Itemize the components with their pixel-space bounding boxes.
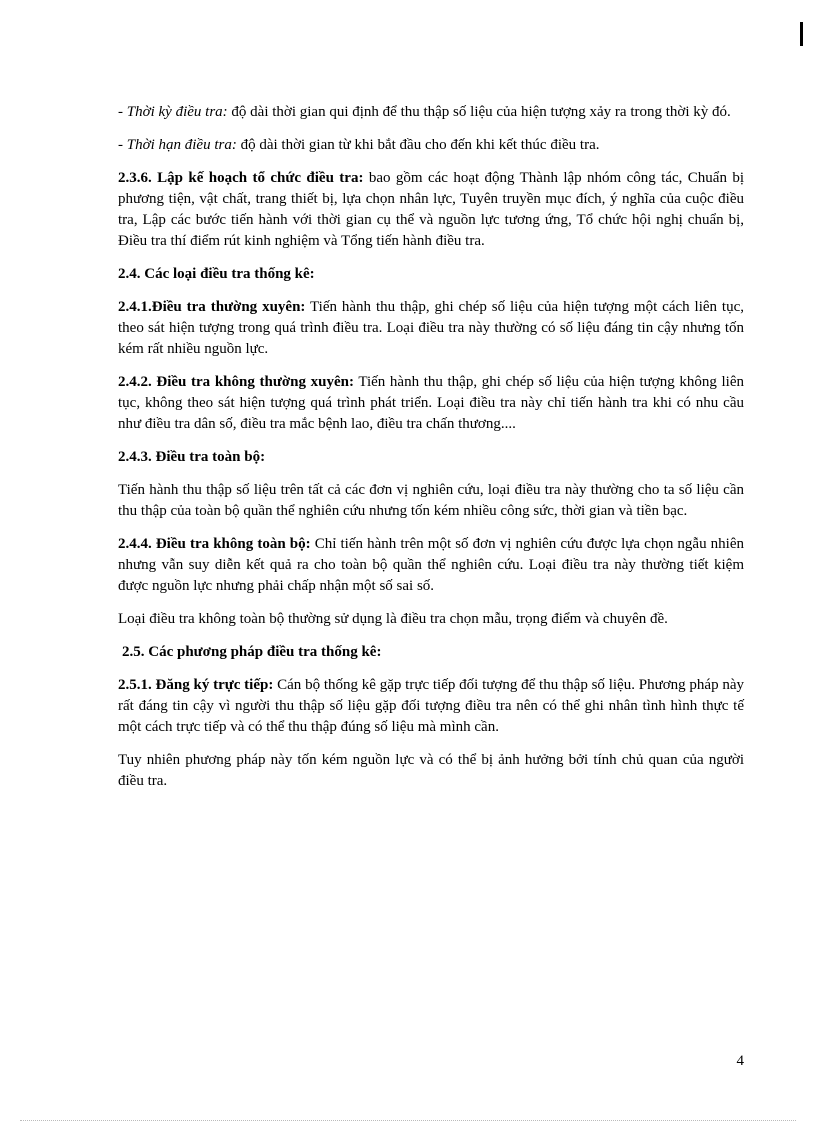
heading-2-4-4: 2.4.4. Điều tra không toàn bộ: bbox=[118, 536, 311, 552]
paragraph-2-3-6 bbox=[118, 168, 744, 252]
text-survey-deadline: độ dài thời gian từ khi bắt đầu cho đến khi kết thúc điều tra. bbox=[236, 137, 600, 153]
paragraph-2-4-2 bbox=[118, 372, 744, 435]
text-2-4-2: Tiến hành thu thập, ghi chép số liệu của hiện tượng không liên tục, không theo sát hiện tượng quá trình phát triển. Loại điều tra này chỉ tiến hành tra khi có nhu cầu như điều tra dân số, điều tra mắc bệnh lao, điều tra chấn thương.... bbox=[118, 374, 745, 432]
paragraph-2-5-1-drawbacks: Tuy nhiên phương pháp này tốn kém nguồn lực và có thể bị ảnh hưởng bởi tính chủ quan của người điều tra. bbox=[118, 752, 744, 789]
text-2-5-1: Cán bộ thống kê gặp trực tiếp đối tượng để thu thập số liệu. Phương pháp này rất đáng tin cậy vì người thu thập số liệu gặp đối tượng điều tra nên có thể ghi nhân tình hình thực tế một cách trực tiếp và có thể thu thập đúng số liệu mà mình cần. bbox=[118, 677, 745, 735]
paragraph-survey-period bbox=[118, 102, 744, 123]
text-2-4-4: Chỉ tiến hành trên một số đơn vị nghiên cứu được lựa chọn ngẫu nhiên nhưng vẫn suy diễn kết quả ra cho toàn bộ quần thể nghiên cứu. Loại điều tra này thường tiết kiệm được nguồn lực nhưng phải chấp nhận một số sai số. bbox=[118, 536, 745, 594]
term-survey-period: - Thời kỳ điều tra: bbox=[118, 104, 228, 120]
heading-2-3-6: 2.3.6. Lập kế hoạch tổ chức điều tra: bbox=[118, 170, 364, 186]
paragraph-2-4-3: Tiến hành thu thập số liệu trên tất cả các đơn vị nghiên cứu, loại điều tra này thường cho ta số liệu cần thu thập của toàn bộ quần thể nghiên cứu nhưng tốn kém nhiều công sức, thời gian và tiền bạc. bbox=[118, 482, 744, 519]
document-body bbox=[118, 102, 744, 792]
page-number: 4 bbox=[736, 1053, 744, 1069]
heading-2-5: 2.5. Các phương pháp điều tra thống kê: bbox=[122, 644, 382, 660]
heading-2-4-3: 2.4.3. Điều tra toàn bộ: bbox=[118, 449, 266, 465]
heading-2-4-1: 2.4.1.Điều tra thường xuyên: bbox=[118, 299, 306, 315]
text-survey-period: độ dài thời gian qui định để thu thập số liệu của hiện tượng xảy ra trong thời kỳ đó. bbox=[227, 104, 731, 120]
term-survey-deadline: - Thời hạn điều tra: bbox=[118, 137, 237, 153]
heading-2-4-2: 2.4.2. Điều tra không thường xuyên: bbox=[118, 374, 354, 390]
heading-2-4: 2.4. Các loại điều tra thống kê: bbox=[118, 266, 315, 282]
page-corner-mark bbox=[800, 22, 803, 46]
paragraph-2-5-1 bbox=[118, 675, 744, 738]
paragraph-2-4-1 bbox=[118, 297, 744, 360]
page-bottom-divider bbox=[20, 1120, 796, 1121]
text-2-4-1: Tiến hành thu thập, ghi chép số liệu của hiện tượng một cách liên tục, theo sát hiện tượng trong quá trình điều tra. Loại điều tra này thường có số liệu đáng tin cậy nhưng tốn kém rất nhiều nguồn lực. bbox=[118, 299, 744, 357]
heading-2-5-1: 2.5.1. Đăng ký trực tiếp: bbox=[118, 677, 274, 693]
paragraph-survey-deadline bbox=[118, 135, 744, 156]
paragraph-2-4-4 bbox=[118, 534, 744, 597]
text-2-3-6: bao gồm các hoạt động Thành lập nhóm công tác, Chuẩn bị phương tiện, vật chất, trang thiết bị, lựa chọn nhân lực, Tuyên truyền mục đích, ý nghĩa của cuộc điều tra, Lập các bước tiến hành với thời gian cụ thể và nguồn lực tương ứng, Tổ chức hội nghị chuẩn bị, Điều tra thí điểm rút kinh nghiệm và Tổng tiến hành điều tra. bbox=[118, 170, 744, 249]
paragraph-2-4-4-types: Loại điều tra không toàn bộ thường sử dụng là điều tra chọn mẫu, trọng điểm và chuyên đề. bbox=[118, 611, 668, 627]
